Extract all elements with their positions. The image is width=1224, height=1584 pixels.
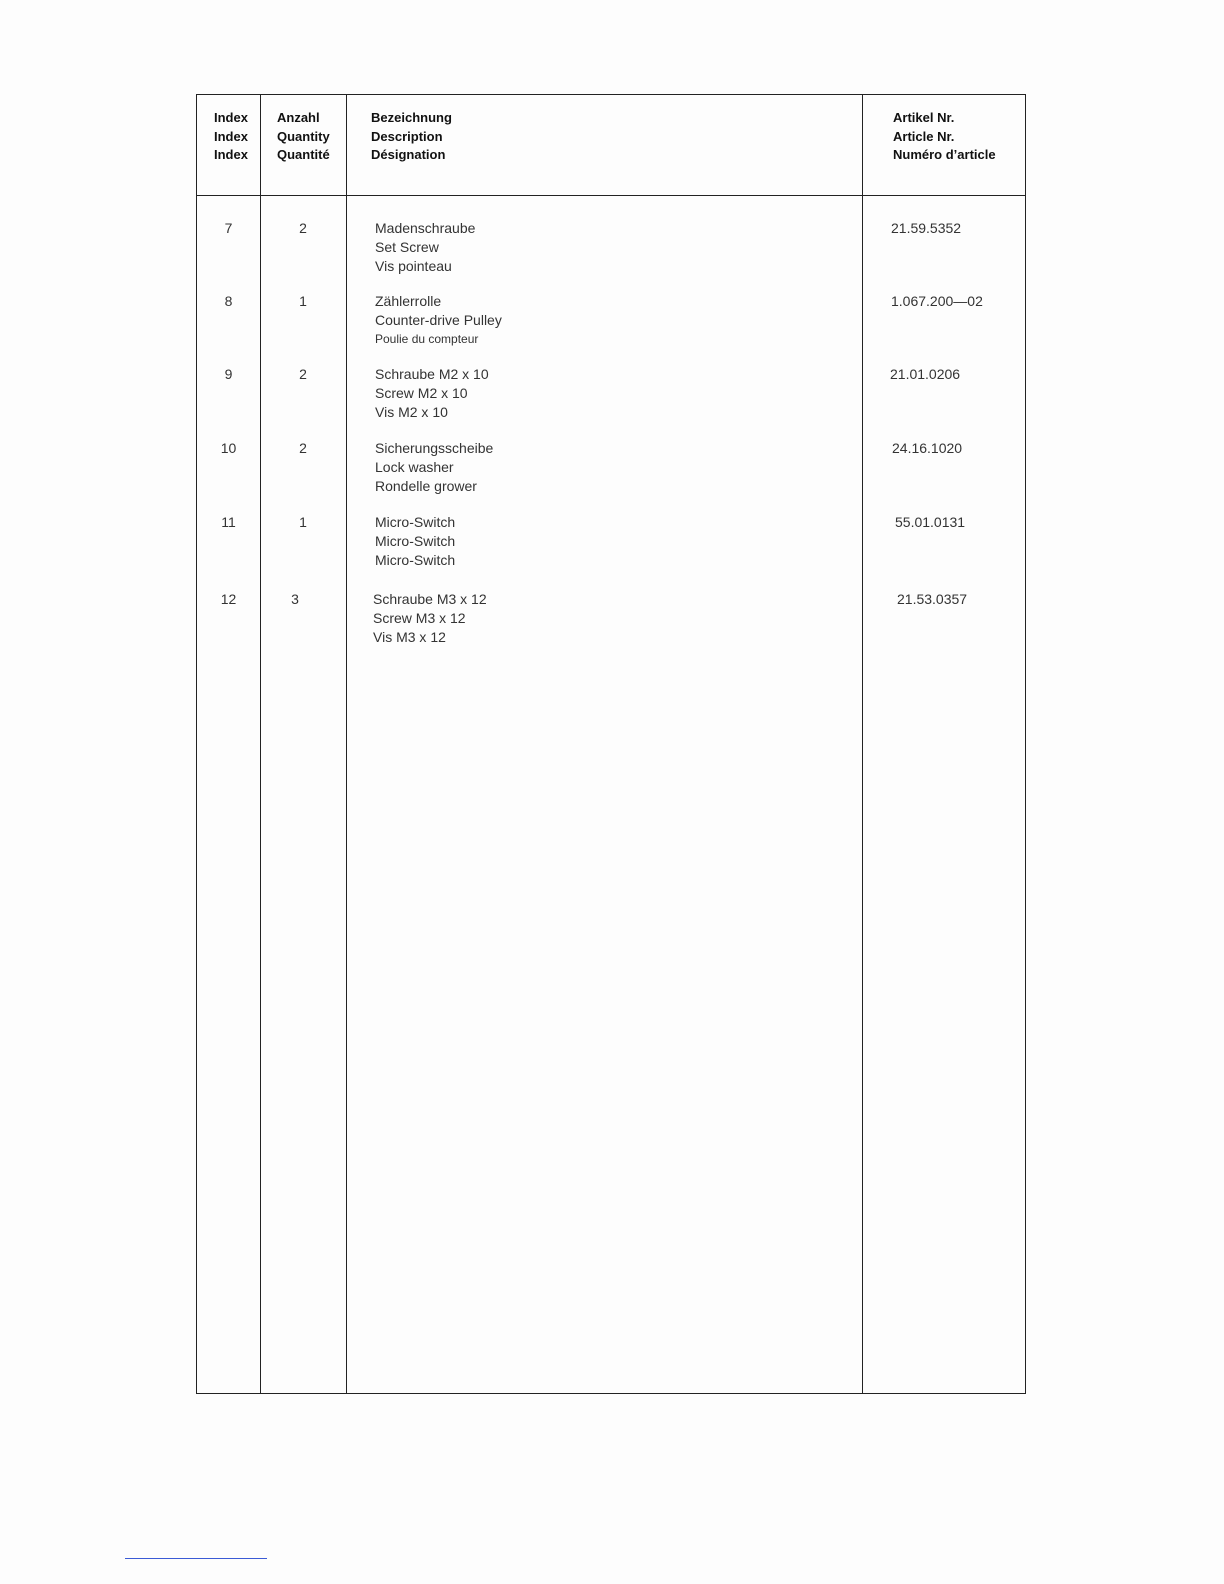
description-de: Schraube M2 x 10 <box>375 366 489 382</box>
description-de: Madenschraube <box>375 220 476 236</box>
row-index: 11 <box>221 514 236 530</box>
description-de: Micro-Switch <box>375 514 456 530</box>
row-quantity: 1 <box>299 293 307 309</box>
description-de: Schraube M3 x 12 <box>373 591 487 607</box>
row-description <box>373 590 487 647</box>
description-fr: Vis M2 x 10 <box>375 404 448 420</box>
row-article-number: 21.59.5352 <box>891 220 962 236</box>
header-index-de: Index <box>214 110 248 125</box>
footnote-rule <box>125 1558 267 1559</box>
row-quantity: 2 <box>299 440 307 456</box>
row-description <box>375 439 493 496</box>
header-description-en: Description <box>371 128 443 144</box>
header-description <box>371 109 452 165</box>
row-description <box>375 219 475 276</box>
description-en: Micro-Switch <box>375 533 456 549</box>
header-quantity-de: Anzahl <box>277 110 320 125</box>
header-description-de: Bezeichnung <box>371 110 452 125</box>
row-article-number: 55.01.0131 <box>895 514 966 530</box>
description-en: Set Screw <box>375 239 439 255</box>
row-description <box>375 513 455 570</box>
row-article-number: 24.16.1020 <box>892 440 963 456</box>
column-divider <box>346 95 347 1393</box>
description-en: Counter-drive Pulley <box>375 312 502 328</box>
row-quantity: 2 <box>299 366 307 382</box>
row-quantity: 3 <box>291 591 299 607</box>
description-fr: Poulie du compteur <box>375 332 479 346</box>
header-article-en: Article Nr. <box>893 128 955 144</box>
description-de: Sicherungsscheibe <box>375 440 494 456</box>
description-en: Screw M3 x 12 <box>373 610 466 626</box>
row-index: 9 <box>224 366 233 382</box>
description-en: Lock washer <box>375 459 454 475</box>
description-de: Zählerrolle <box>375 293 442 309</box>
description-fr: Vis pointeau <box>375 258 452 274</box>
description-fr: Rondelle grower <box>375 478 477 494</box>
description-fr: Vis M3 x 12 <box>373 629 446 645</box>
header-quantity-fr: Quantité <box>277 147 330 162</box>
row-quantity: 2 <box>299 220 307 236</box>
column-divider <box>862 95 863 1393</box>
column-divider <box>260 95 261 1393</box>
row-article-number: 21.53.0357 <box>897 591 968 607</box>
header-article <box>893 109 996 165</box>
row-description <box>375 365 489 422</box>
row-article-number: 1.067.200—02 <box>891 293 983 309</box>
description-fr: Micro-Switch <box>375 552 456 568</box>
header-quantity <box>277 109 330 165</box>
header-divider <box>197 195 1025 196</box>
row-index: 7 <box>224 220 233 236</box>
row-description <box>375 292 502 349</box>
description-en: Screw M2 x 10 <box>375 385 468 401</box>
row-index: 12 <box>220 591 237 607</box>
header-index-fr: Index <box>214 147 248 162</box>
header-index-en: Index <box>214 128 248 144</box>
header-quantity-en: Quantity <box>277 128 330 144</box>
header-article-de: Artikel Nr. <box>893 110 955 125</box>
parts-list-table <box>196 94 1026 1394</box>
header-description-fr: Désignation <box>371 147 446 162</box>
row-article-number: 21.01.0206 <box>890 366 961 382</box>
row-index: 10 <box>220 440 237 456</box>
row-index: 8 <box>224 293 233 309</box>
header-article-fr: Numéro d’article <box>893 147 996 162</box>
header-index <box>214 109 248 165</box>
row-quantity: 1 <box>299 514 307 530</box>
